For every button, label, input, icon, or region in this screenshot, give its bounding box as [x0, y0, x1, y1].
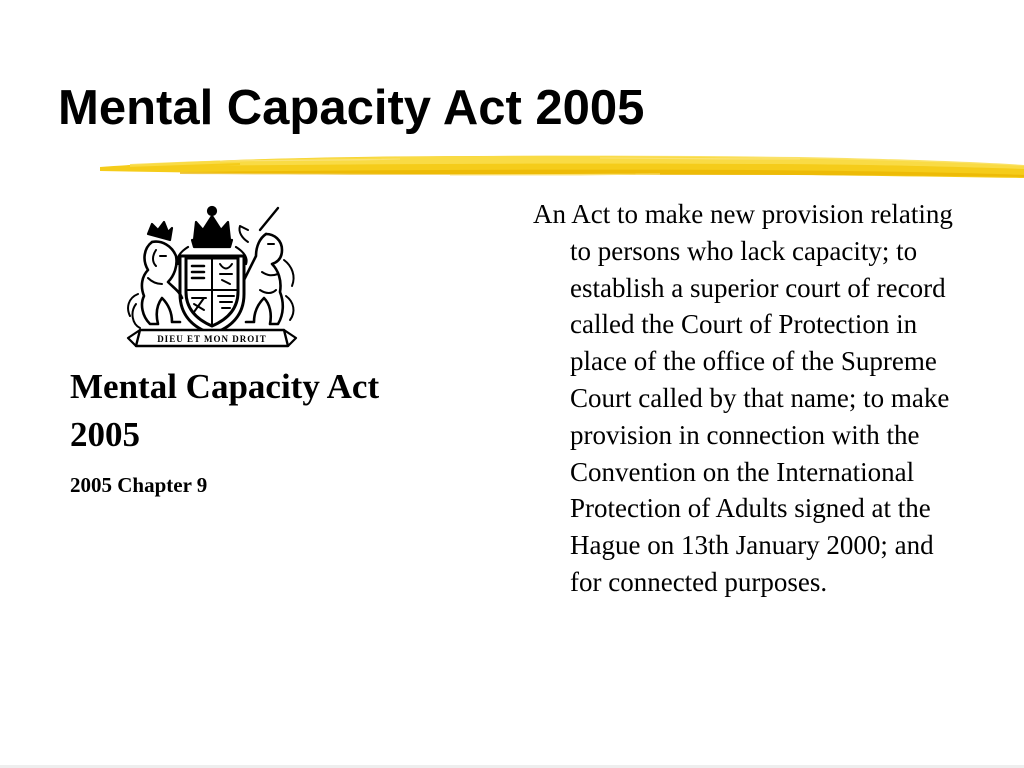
motto-text: DIEU ET MON DROIT — [157, 334, 267, 344]
act-description: An Act to make new provision relating to persons who lack capacity; to establish a superior court of record called the Court of Protection in place of the office of the Supreme Court called by that name; to make provision in connection with the Convention on the International Protection of Adults signed at the Hague on 13th January 2000; and for connected purposes. — [533, 199, 953, 597]
slide-title: Mental Capacity Act 2005 — [58, 81, 645, 135]
title-underline-brushstroke — [100, 150, 1024, 186]
act-heading: Mental Capacity Act 2005 — [70, 367, 380, 454]
act-chapter: 2005 Chapter 9 — [70, 473, 208, 497]
royal-coat-of-arms-icon — [122, 200, 302, 352]
